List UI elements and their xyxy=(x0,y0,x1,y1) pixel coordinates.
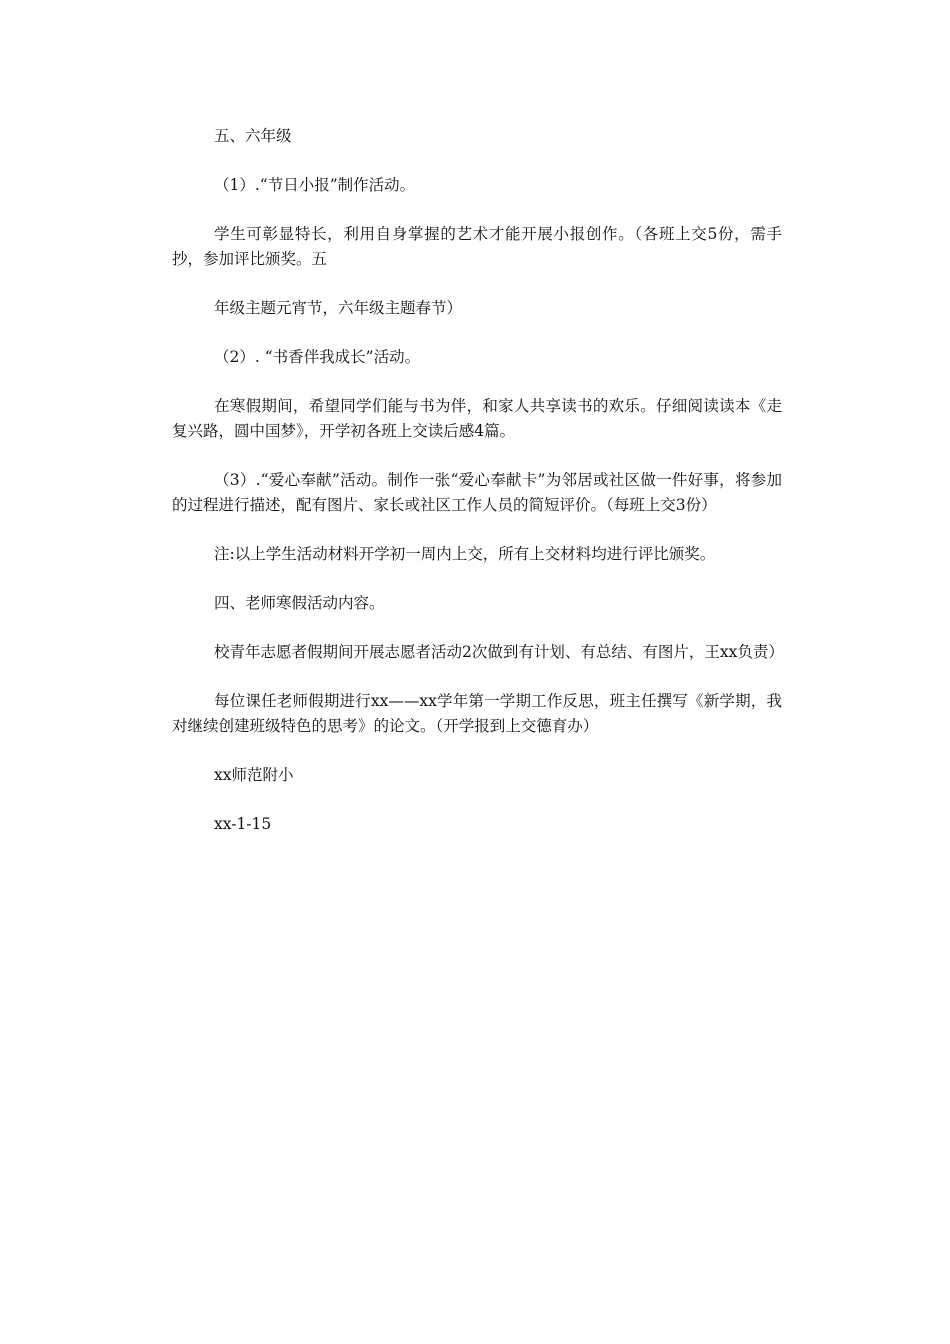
teacher-reflection-paragraph: 每位课任老师假期进行xx——xx学年第一学期工作反思，班主任撰写《新学期，我对继续创建班级特色的思考》的论文。（开学报到上交德育办） xyxy=(172,692,782,735)
document-date: xx-1-15 xyxy=(214,815,272,833)
activity-1-description: 学生可彰显特长，利用自身掌握的艺术才能开展小报创作。（各班上交5份，需手抄，参加评比颁奖。五 xyxy=(172,225,782,268)
school-signature: xx师范附小 xyxy=(214,766,294,784)
activity-3-description: （3）.“爱心奉献”活动。制作一张“爱心奉献卡”为邻居或社区做一件好事，将参加的过程进行描述，配有图片、家长或社区工作人员的简短评价。（每班上交3份） xyxy=(172,471,782,514)
volunteer-activity-paragraph: 校青年志愿者假期间开展志愿者活动2次做到有计划、有总结、有图片，王xx负责） xyxy=(214,643,784,661)
activity-2-description: 在寒假期间，希望同学们能与书为伴，和家人共享读书的欢乐。仔细阅读读本《走复兴路，圆中国梦》，开学初各班上交读后感4篇。 xyxy=(172,397,782,440)
heading-grade-five-six: 五、六年级 xyxy=(214,127,292,145)
activity-1-title: （1）.“节日小报”制作活动。 xyxy=(214,176,416,194)
note-paragraph: 注:以上学生活动材料开学初一周内上交，所有上交材料均进行评比颁奖。 xyxy=(214,545,716,563)
heading-teacher-activities: 四、老师寒假活动内容。 xyxy=(214,594,385,612)
activity-2-title: （2）. “书香伴我成长”活动。 xyxy=(214,348,421,366)
activity-1-themes: 年级主题元宵节，六年级主题春节） xyxy=(214,299,463,317)
document-body xyxy=(172,124,782,861)
